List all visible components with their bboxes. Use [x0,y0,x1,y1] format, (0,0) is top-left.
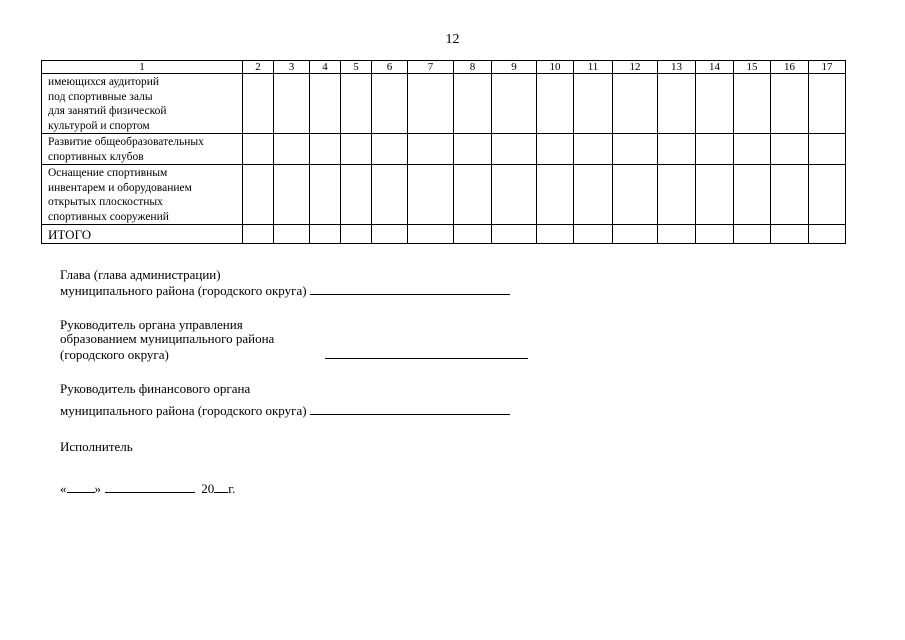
table-cell [372,165,408,225]
table-cell [537,74,574,134]
table-cell [408,134,454,165]
table-cell [492,165,537,225]
table-cell [613,225,658,244]
table-cell [454,74,492,134]
table-cell [341,134,372,165]
column-header: 12 [613,61,658,74]
table-cell [696,134,734,165]
column-header: 7 [408,61,454,74]
table-cell [809,134,846,165]
table-cell [408,74,454,134]
head-signature-block [60,268,510,298]
row-label-line: Оснащение спортивным [48,167,168,179]
table-cell [274,134,310,165]
total-row [42,225,846,244]
edu-title-line1: Руководитель органа управления [60,317,243,332]
column-header: 4 [310,61,341,74]
table-cell [771,74,809,134]
table-cell [372,74,408,134]
table-row [42,134,846,165]
table-cell [658,74,696,134]
row-label-line: спортивных клубов [48,150,144,163]
year-field[interactable] [214,480,228,493]
row-label-line: инвентарем и оборудованием [48,181,192,194]
table-cell [310,225,341,244]
executor-label: Исполнитель [60,439,133,454]
table-cell [408,165,454,225]
head-title-line2: муниципального района (городского округа) [60,282,510,298]
table-cell [274,165,310,225]
table-cell [274,74,310,134]
fin-title-line1: Руководитель финансового органа [60,381,251,396]
fin-signature-block [60,382,510,418]
table-cell [492,74,537,134]
table-cell [537,225,574,244]
table-cell [310,74,341,134]
edu-title-line2: образованием муниципального района [60,331,275,346]
table-cell [613,165,658,225]
column-header: 11 [574,61,613,74]
row-label-line: под спортивные залы [48,90,153,103]
column-header: 10 [537,61,574,74]
table-cell [734,165,771,225]
table-cell [574,225,613,244]
fin-title-line2: муниципального района (городского округа) [60,402,510,418]
column-header: 3 [274,61,310,74]
table-cell [454,165,492,225]
table-cell [537,134,574,165]
date-suffix: г. [228,481,236,496]
column-header: 17 [809,61,846,74]
funding-table [41,60,846,244]
table-cell [696,225,734,244]
row-label-line: культурой и спортом [48,119,150,132]
table-cell [537,165,574,225]
table-cell [574,165,613,225]
table-cell [734,74,771,134]
date-line [60,480,235,496]
column-header: 13 [658,61,696,74]
table-cell [310,165,341,225]
table-cell [243,74,274,134]
head-title-line1: Глава (глава администрации) [60,267,221,282]
table-cell [771,165,809,225]
table-cell [658,165,696,225]
head-signature-field[interactable] [310,282,510,295]
date-year: 20 [201,481,215,496]
table-cell [243,165,274,225]
table-cell [809,165,846,225]
column-header: 16 [771,61,809,74]
table-cell [574,134,613,165]
column-header: 8 [454,61,492,74]
column-header: 6 [372,61,408,74]
edu-signature-block [60,318,528,362]
date-open-quote: « [60,481,67,496]
table-cell [454,134,492,165]
column-header: 9 [492,61,537,74]
table-cell [341,225,372,244]
table-cell [613,134,658,165]
date-close-quote: » [94,481,101,496]
table-cell [696,165,734,225]
column-header: 2 [243,61,274,74]
table-cell [408,225,454,244]
table-cell [734,225,771,244]
column-header: 1 [42,61,243,74]
column-header: 5 [341,61,372,74]
table-cell [274,225,310,244]
row-label-line: спортивных сооружений [48,210,169,223]
table-row [42,165,846,225]
table-cell [492,134,537,165]
row-label-line: имеющихся аудиторий [48,76,160,88]
row-label-line: открытых плоскостных [48,196,163,208]
table-cell [613,74,658,134]
column-header: 15 [734,61,771,74]
table-cell [809,225,846,244]
table-cell [574,74,613,134]
table-cell [492,225,537,244]
page-number: 12 [445,32,460,47]
table-cell [341,74,372,134]
row-label [42,74,243,134]
table-cell [243,225,274,244]
edu-signature-field[interactable] [325,346,528,359]
table-cell [372,134,408,165]
row-label [42,134,243,165]
table-cell [310,134,341,165]
table-cell [658,225,696,244]
header-row [42,61,846,74]
table-cell [341,165,372,225]
table-cell [243,134,274,165]
table-cell [809,74,846,134]
column-header: 14 [696,61,734,74]
edu-title-line3: (городского округа) [60,346,528,362]
day-field[interactable] [67,480,95,493]
table-cell [771,134,809,165]
table-cell [372,225,408,244]
row-label-line: Развитие общеобразовательных [48,136,204,148]
total-label: ИТОГО [42,225,243,244]
table-cell [734,134,771,165]
table-row [42,74,846,134]
table-cell [454,225,492,244]
row-label [42,165,243,225]
fin-signature-field[interactable] [310,402,510,415]
row-label-line: для занятий физической [48,105,167,117]
month-field[interactable] [105,480,195,493]
table-cell [658,134,696,165]
table-cell [696,74,734,134]
table-cell [771,225,809,244]
